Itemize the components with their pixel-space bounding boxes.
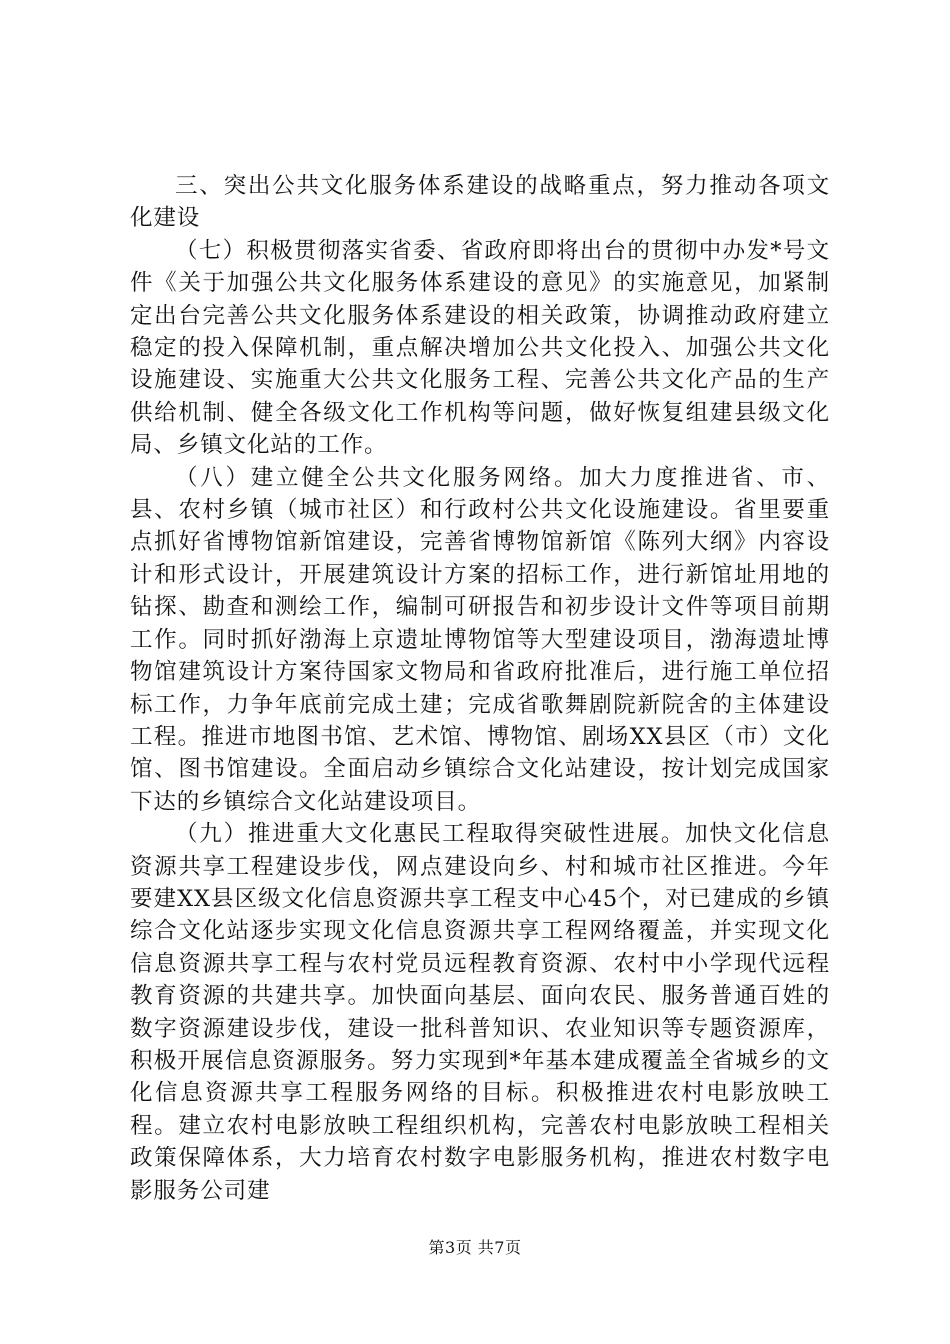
paragraph-9: （九）推进重大文化惠民工程取得突破性进展。加快文化信息资源共享工程建设步伐，网点建设向乡、村和城市社区推进。今年要建XX县区级文化信息资源共享工程支中心45个，对已建成的乡镇综合文化站逐步实现文化信息资源共享工程网络覆盖，并实现文化信息资源共享工程与农村党员远程教育资源、农村中小学现代远程教育资源的共建共享。加快面向基层、面向农民、服务普通百姓的数字资源建设步伐，建设一批科普知识、农业知识等专题资源库，积极开展信息资源服务。努力实现到*年基本建成覆盖全省城乡的文化信息资源共享工程服务网络的目标。积极推进农村电影放映工程。建立农村电影放映工程组织机构，完善农村电影放映工程相关政策保障体系，大力培育农村数字电影服务机构，推进农村数字电影服务公司建	[130, 821, 830, 1204]
paragraph-7: （七）积极贯彻落实省委、省政府即将出台的贯彻中办发*号文件《关于加强公共文化服务体系建设的意见》的实施意见，加紧制定出台完善公共文化服务体系建设的相关政策，协调推动政府建立稳定的投入保障机制，重点解决增加公共文化投入、加强公共文化设施建设、实施重大公共文化服务工程、完善公共文化产品的生产供给机制、健全各级文化工作机构等问题，做好恢复组建县级文化局、乡镇文化站的工作。	[130, 237, 830, 459]
section-heading: 三、突出公共文化服务体系建设的战略重点，努力推动各项文化建设	[130, 173, 830, 232]
paragraph-8: （八）建立健全公共文化服务网络。加大力度推进省、市、县、农村乡镇（城市社区）和行政村公共文化设施建设。省里要重点抓好省博物馆新馆建设，完善省博物馆新馆《陈列大纲》内容设计和形式设计，开展建筑设计方案的招标工作，进行新馆址用地的钻探、勘查和测绘工作，编制可研报告和初步设计文件等项目前期工作。同时抓好渤海上京遗址博物馆等大型建设项目，渤海遗址博物馆建筑设计方案待国家文物局和省政府批准后，进行施工单位招标工作，力争年底前完成土建；完成省歌舞剧院新院舍的主体建设工程。推进市地图书馆、艺术馆、博物馆、剧场XX县区（市）文化馆、图书馆建设。全面启动乡镇综合文化站建设，按计划完成国家下达的乡镇综合文化站建设项目。	[130, 464, 830, 815]
page-number-footer: 第3页 共7页	[428, 1238, 522, 1257]
document-body	[130, 170, 830, 1207]
